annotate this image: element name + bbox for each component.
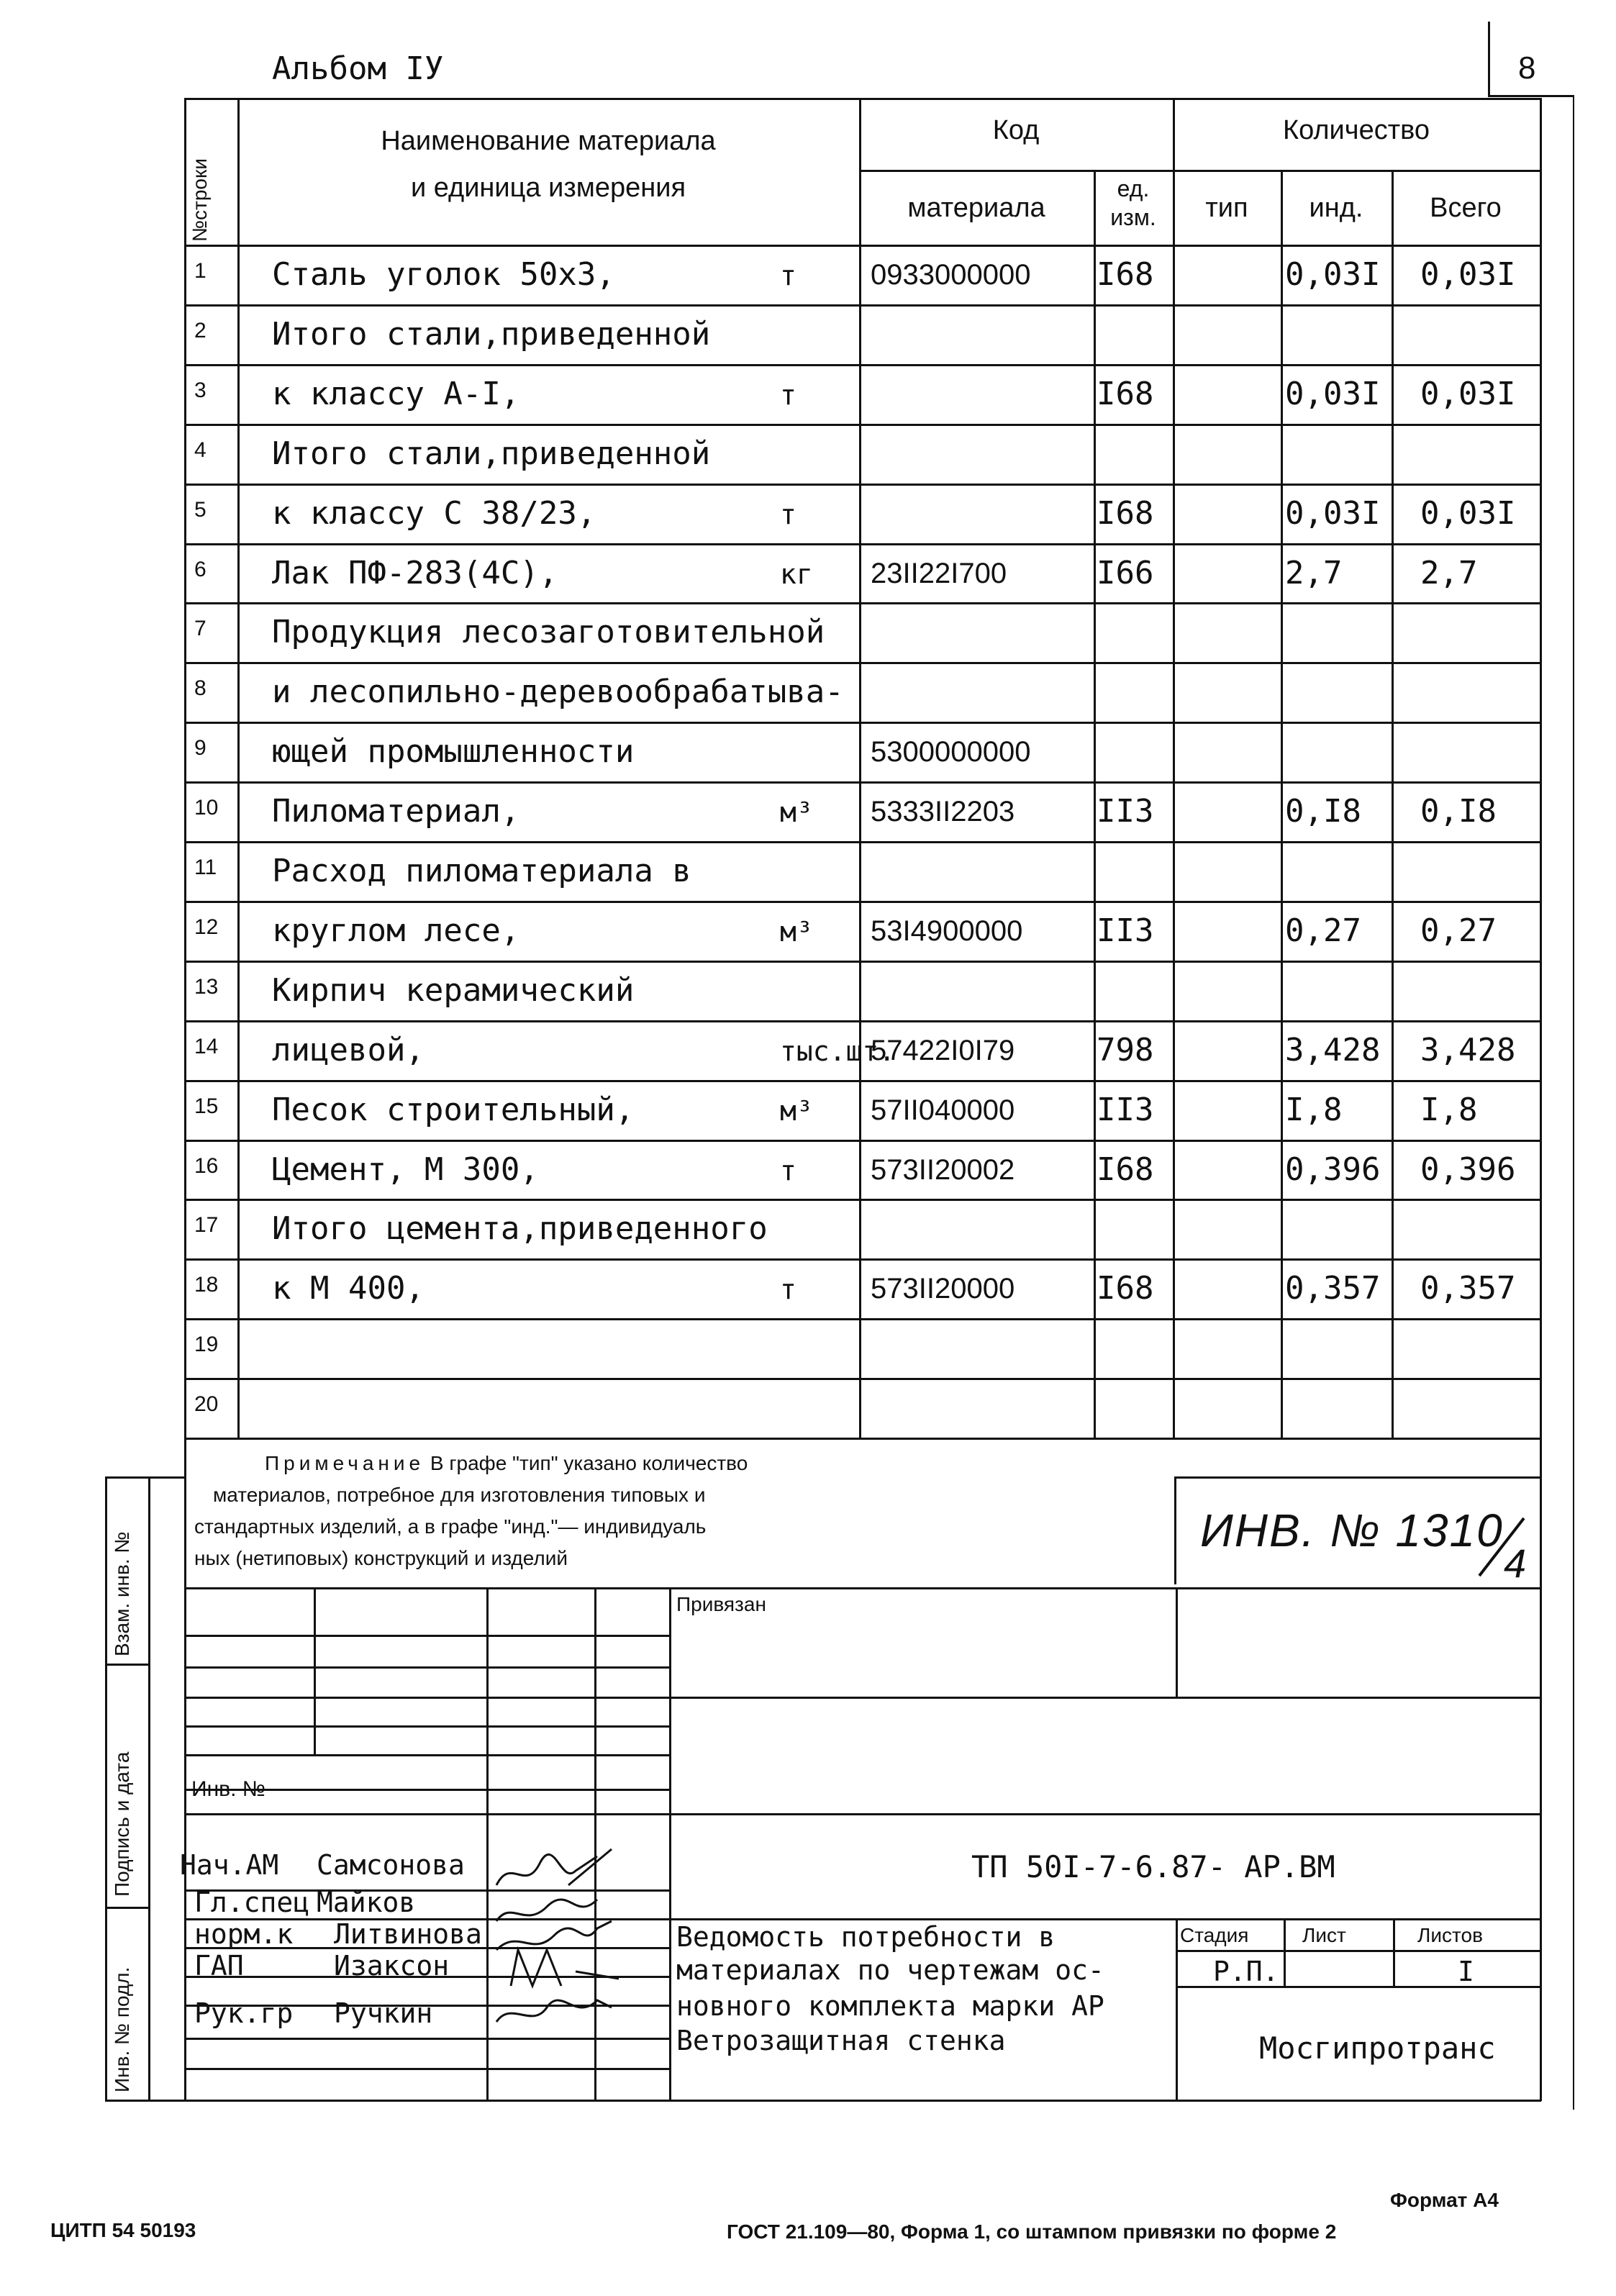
unit-name: м³ xyxy=(780,915,813,948)
row-line xyxy=(184,1080,1541,1082)
header-type: тип xyxy=(1205,193,1248,223)
row-number: 2 xyxy=(194,318,206,342)
stamp-col-d xyxy=(669,1587,671,2100)
table-row xyxy=(0,662,1616,722)
inv-stamp-prefix: ИНВ. № 1310 xyxy=(1200,1505,1504,1556)
stamp-row xyxy=(184,2068,671,2070)
note-line2: материалов, потребное для изготовления типовых и xyxy=(213,1484,706,1506)
album-title: Альбом IУ xyxy=(272,50,444,87)
qty-total: 0,03I xyxy=(1420,375,1516,412)
row-line xyxy=(184,1140,1541,1142)
signature-1 xyxy=(496,1849,612,1885)
row-number: 11 xyxy=(194,856,217,879)
unit-name: кг xyxy=(780,558,813,590)
table-row xyxy=(0,1378,1616,1438)
stamp-col-g xyxy=(1284,1918,1286,1987)
row-line xyxy=(184,1318,1541,1320)
stamp-row xyxy=(184,1635,671,1637)
table-row xyxy=(0,1258,1616,1318)
signature-3 xyxy=(496,1921,612,1950)
row-line xyxy=(184,1020,1541,1022)
signature-5 xyxy=(496,2000,612,2022)
stamp-stage-label: Стадия xyxy=(1180,1924,1249,1946)
stamp-row xyxy=(184,1725,671,1728)
table-row xyxy=(0,781,1616,841)
row-line xyxy=(184,364,1541,366)
signature-4 xyxy=(511,1950,619,1986)
unit-code: I68 xyxy=(1097,1151,1154,1188)
table-row xyxy=(0,1318,1616,1378)
table-bottom-line xyxy=(184,1438,1541,1440)
stamp-title-line: Ветрозащитная стенка xyxy=(676,2025,1006,2056)
stamp-stage-value: Р.П. xyxy=(1213,1956,1279,1987)
material-name: Сталь уголок 50х3, xyxy=(272,256,615,293)
material-name: и лесопильно-деревообрабатыва- xyxy=(272,673,844,711)
stamp-sheets-value: I xyxy=(1458,1956,1474,1987)
side-label-podpis: Подпись и дата xyxy=(111,1751,133,1897)
row-number: 16 xyxy=(194,1153,219,1178)
qty-ind: 2,7 xyxy=(1285,554,1343,591)
table-row xyxy=(0,1140,1616,1199)
inv-box-left xyxy=(1174,1476,1176,1584)
table-row xyxy=(0,543,1616,603)
stamp-sheets-label: Листов xyxy=(1417,1924,1483,1946)
stamp-col-b xyxy=(486,1587,489,2100)
side-strip-top xyxy=(105,1476,184,1479)
row-number: 17 xyxy=(194,1213,219,1238)
unit-name: т xyxy=(780,1274,796,1306)
row-line xyxy=(184,1378,1541,1380)
side-strip-bottom xyxy=(105,2100,191,2102)
stamp-col-f xyxy=(1176,1918,1178,2101)
side-label-inv-podl: Инв. № подл. xyxy=(111,1966,133,2092)
unit-code: II3 xyxy=(1097,1091,1154,1128)
unit-code: I66 xyxy=(1097,554,1154,591)
unit-code: I68 xyxy=(1097,256,1154,293)
note-word: Примечание xyxy=(265,1452,425,1474)
footer-left: ЦИТП 54 50193 xyxy=(50,2219,196,2241)
table-row xyxy=(0,602,1616,662)
row-number: 14 xyxy=(194,1034,219,1058)
row-line xyxy=(184,602,1541,604)
unit-code: 798 xyxy=(1097,1031,1154,1068)
qty-total: 0,I8 xyxy=(1420,793,1497,830)
stamp-person-name: Ручкин xyxy=(334,1997,433,2029)
row-line xyxy=(184,484,1541,486)
inv-box-top xyxy=(1174,1476,1540,1479)
material-code: 5300000000 xyxy=(871,736,1031,768)
table-row xyxy=(0,1199,1616,1258)
row-line xyxy=(184,781,1541,784)
table-row xyxy=(0,722,1616,781)
material-code: 57422I0I79 xyxy=(871,1034,1015,1066)
table-top-border xyxy=(184,98,1541,100)
qty-total: 0,396 xyxy=(1420,1151,1516,1188)
qty-ind: 0,27 xyxy=(1285,912,1361,949)
stamp-doc-code: ТП 50I-7-6.87- АР.ВМ xyxy=(971,1849,1335,1884)
material-name: ющей промышленности xyxy=(272,733,635,771)
row-number: 9 xyxy=(194,736,206,761)
table-row xyxy=(0,841,1616,901)
material-name: к М 400, xyxy=(272,1270,425,1307)
row-number: 8 xyxy=(194,676,206,701)
header-code: Код xyxy=(992,115,1040,145)
table-row xyxy=(0,304,1616,364)
stamp-row xyxy=(184,1754,671,1756)
stamp-row xyxy=(184,1666,671,1669)
stamp-inv-no: Инв. № xyxy=(191,1777,265,1801)
page-number: 8 xyxy=(1518,50,1536,86)
row-number: 19 xyxy=(194,1333,219,1357)
unit-name: т xyxy=(780,498,796,530)
stamp-person-role: ГАП xyxy=(194,1950,244,1982)
material-name: Кирпич керамический xyxy=(272,971,635,1009)
qty-total: 3,428 xyxy=(1420,1031,1516,1068)
material-name: лицевой, xyxy=(272,1031,425,1068)
row-line xyxy=(184,901,1541,903)
note-line1 xyxy=(265,1448,748,1479)
qty-ind: 0,396 xyxy=(1285,1151,1381,1188)
stamp-privyazan: Привязан xyxy=(676,1593,766,1615)
header-ind: инд. xyxy=(1309,193,1363,223)
unit-code: I68 xyxy=(1097,1270,1154,1307)
stamp-title-line: новного комплекта марки АР xyxy=(676,1990,1104,2022)
row-number: 10 xyxy=(194,796,219,820)
material-name: круглом лесе, xyxy=(272,912,520,949)
row-number: 5 xyxy=(194,497,206,522)
header-unit-line1: ед. xyxy=(1117,176,1150,201)
header-unit-line2: изм. xyxy=(1110,204,1156,230)
unit-name: т xyxy=(780,260,796,291)
inv-stamp xyxy=(1200,1504,1504,1557)
row-line xyxy=(184,841,1541,843)
table-row xyxy=(0,364,1616,424)
stamp-person-role: Гл.спец xyxy=(194,1887,310,1918)
stamp-bottom-line xyxy=(184,2100,1541,2102)
side-label-vzam: Взам. инв. № xyxy=(111,1531,133,1656)
row-number: 13 xyxy=(194,974,219,999)
signature-2 xyxy=(496,1900,597,1921)
signatures xyxy=(489,1842,640,2058)
material-name: Цемент, М 300, xyxy=(272,1151,539,1188)
material-name: к классу С 38/23, xyxy=(272,494,596,532)
page-number-bottom xyxy=(1488,95,1574,97)
stamp-person-role: Нач.АМ xyxy=(180,1849,279,1881)
stamp-col-a xyxy=(314,1587,316,1754)
table-row xyxy=(0,1020,1616,1080)
stamp-row xyxy=(184,1697,1541,1699)
stamp-col-h xyxy=(1393,1918,1395,1987)
material-code: 573II20000 xyxy=(871,1273,1015,1305)
table-row xyxy=(0,1080,1616,1140)
row-number: 1 xyxy=(194,259,206,283)
unit-name: м³ xyxy=(780,797,813,829)
unit-code: II3 xyxy=(1097,912,1154,949)
row-number: 18 xyxy=(194,1273,219,1297)
side-strip-div1 xyxy=(105,1664,148,1666)
qty-total: 0,27 xyxy=(1420,912,1497,949)
row-line xyxy=(184,662,1541,664)
row-line xyxy=(184,304,1541,307)
material-name: Итого стали,приведенной xyxy=(272,315,711,353)
stamp-person-role: Рук.гр xyxy=(194,1997,294,2029)
side-strip-div2 xyxy=(105,1907,148,1909)
material-name: Лак ПФ-283(4С), xyxy=(272,554,558,591)
table-row xyxy=(0,424,1616,484)
side-strip-right xyxy=(148,1476,150,2101)
material-code: 573II20002 xyxy=(871,1153,1015,1186)
row-line xyxy=(184,722,1541,724)
stamp-title-line: Ведомость потребности в xyxy=(676,1921,1056,1953)
table-row xyxy=(0,484,1616,543)
stamp-person-name: Литвинова xyxy=(334,1918,482,1950)
header-split-line xyxy=(859,170,1540,172)
row-line xyxy=(184,543,1541,545)
qty-total: 0,357 xyxy=(1420,1270,1516,1307)
header-row-no: №строки xyxy=(189,158,211,242)
header-total: Всего xyxy=(1430,193,1502,223)
stamp-person-name: Изаксон xyxy=(334,1950,450,1982)
qty-total: I,8 xyxy=(1420,1091,1478,1128)
unit-name: тыс.шт. xyxy=(780,1035,896,1067)
row-number: 15 xyxy=(194,1094,219,1118)
unit-name: т xyxy=(780,1154,796,1186)
row-number: 6 xyxy=(194,557,206,581)
stamp-col-e xyxy=(1176,1587,1178,1697)
qty-total: 2,7 xyxy=(1420,554,1478,591)
page-number-divider xyxy=(1488,22,1490,95)
header-name-line1: Наименование материала xyxy=(381,126,716,156)
unit-name: м³ xyxy=(780,1094,813,1127)
table-row xyxy=(0,245,1616,304)
row-line xyxy=(184,1199,1541,1201)
stamp-person-name: Самсонова xyxy=(317,1849,465,1881)
header-quantity: Количество xyxy=(1282,115,1430,145)
qty-ind: 0,357 xyxy=(1285,1270,1381,1307)
material-code: 53I4900000 xyxy=(871,915,1023,947)
qty-ind: I,8 xyxy=(1285,1091,1343,1128)
material-name: Продукция лесозаготовительной xyxy=(272,614,825,651)
note-line3: стандартных изделий, а в графе "инд."— индивидуаль xyxy=(194,1515,707,1538)
row-line xyxy=(184,961,1541,963)
stamp-row xyxy=(1176,1950,1541,1952)
unit-name: т xyxy=(780,378,796,411)
header-material: материала xyxy=(907,193,1045,223)
material-name: Пиломатериал, xyxy=(272,793,520,830)
qty-ind: 0,03I xyxy=(1285,494,1381,532)
material-name: Итого стали,приведенной xyxy=(272,435,711,472)
material-code: 0933000000 xyxy=(871,259,1031,291)
stamp-row xyxy=(184,1813,1541,1815)
footer-format: Формат А4 xyxy=(1390,2189,1499,2211)
row-line xyxy=(184,1258,1541,1261)
note-line4: ных (нетиповых) конструкций и изделий xyxy=(194,1547,568,1569)
unit-code: II3 xyxy=(1097,793,1154,830)
footer-gost: ГОСТ 21.109—80, Форма 1, со штампом привязки по форме 2 xyxy=(727,2220,1337,2243)
row-number: 4 xyxy=(194,437,206,462)
qty-ind: 0,03I xyxy=(1285,256,1381,293)
material-code: 57II040000 xyxy=(871,1094,1015,1126)
material-code: 5333II2203 xyxy=(871,796,1015,828)
stamp-person-role: норм.к xyxy=(194,1918,294,1950)
inv-denominator: 4 xyxy=(1504,1541,1527,1586)
qty-ind: 0,03I xyxy=(1285,375,1381,412)
stamp-sheet-label: Лист xyxy=(1302,1924,1346,1946)
stamp-org: Мосгипротранс xyxy=(1259,2030,1496,2066)
stamp-title-line: материалах по чертежам ос- xyxy=(676,1954,1104,1986)
table-row xyxy=(0,901,1616,961)
qty-ind: 3,428 xyxy=(1285,1031,1381,1068)
row-number: 20 xyxy=(194,1392,219,1417)
unit-code: I68 xyxy=(1097,375,1154,412)
unit-code: I68 xyxy=(1097,494,1154,532)
material-name: к классу А-I, xyxy=(272,375,520,412)
row-number: 3 xyxy=(194,378,206,402)
table-row xyxy=(0,961,1616,1020)
side-strip-left xyxy=(105,1476,107,2101)
qty-total: 0,03I xyxy=(1420,256,1516,293)
qty-total: 0,03I xyxy=(1420,494,1516,532)
stamp-right-border xyxy=(1540,1439,1542,2101)
qty-ind: 0,I8 xyxy=(1285,793,1361,830)
row-line xyxy=(184,424,1541,426)
material-name: Расход пиломатериала в xyxy=(272,853,691,889)
stamp-person-name: Майков xyxy=(317,1887,416,1918)
stamp-top-line xyxy=(184,1587,1541,1589)
material-code: 23II22I700 xyxy=(871,557,1007,589)
row-number: 7 xyxy=(194,617,206,641)
row-number: 12 xyxy=(194,915,219,939)
stamp-left-border xyxy=(184,1439,186,2101)
material-name: Итого цемента,приведенного xyxy=(272,1210,768,1248)
material-name: Песок строительный, xyxy=(272,1091,635,1128)
header-name-line2: и единица измерения xyxy=(410,173,686,203)
note-text1: В графе "тип" указано количество xyxy=(430,1452,748,1474)
